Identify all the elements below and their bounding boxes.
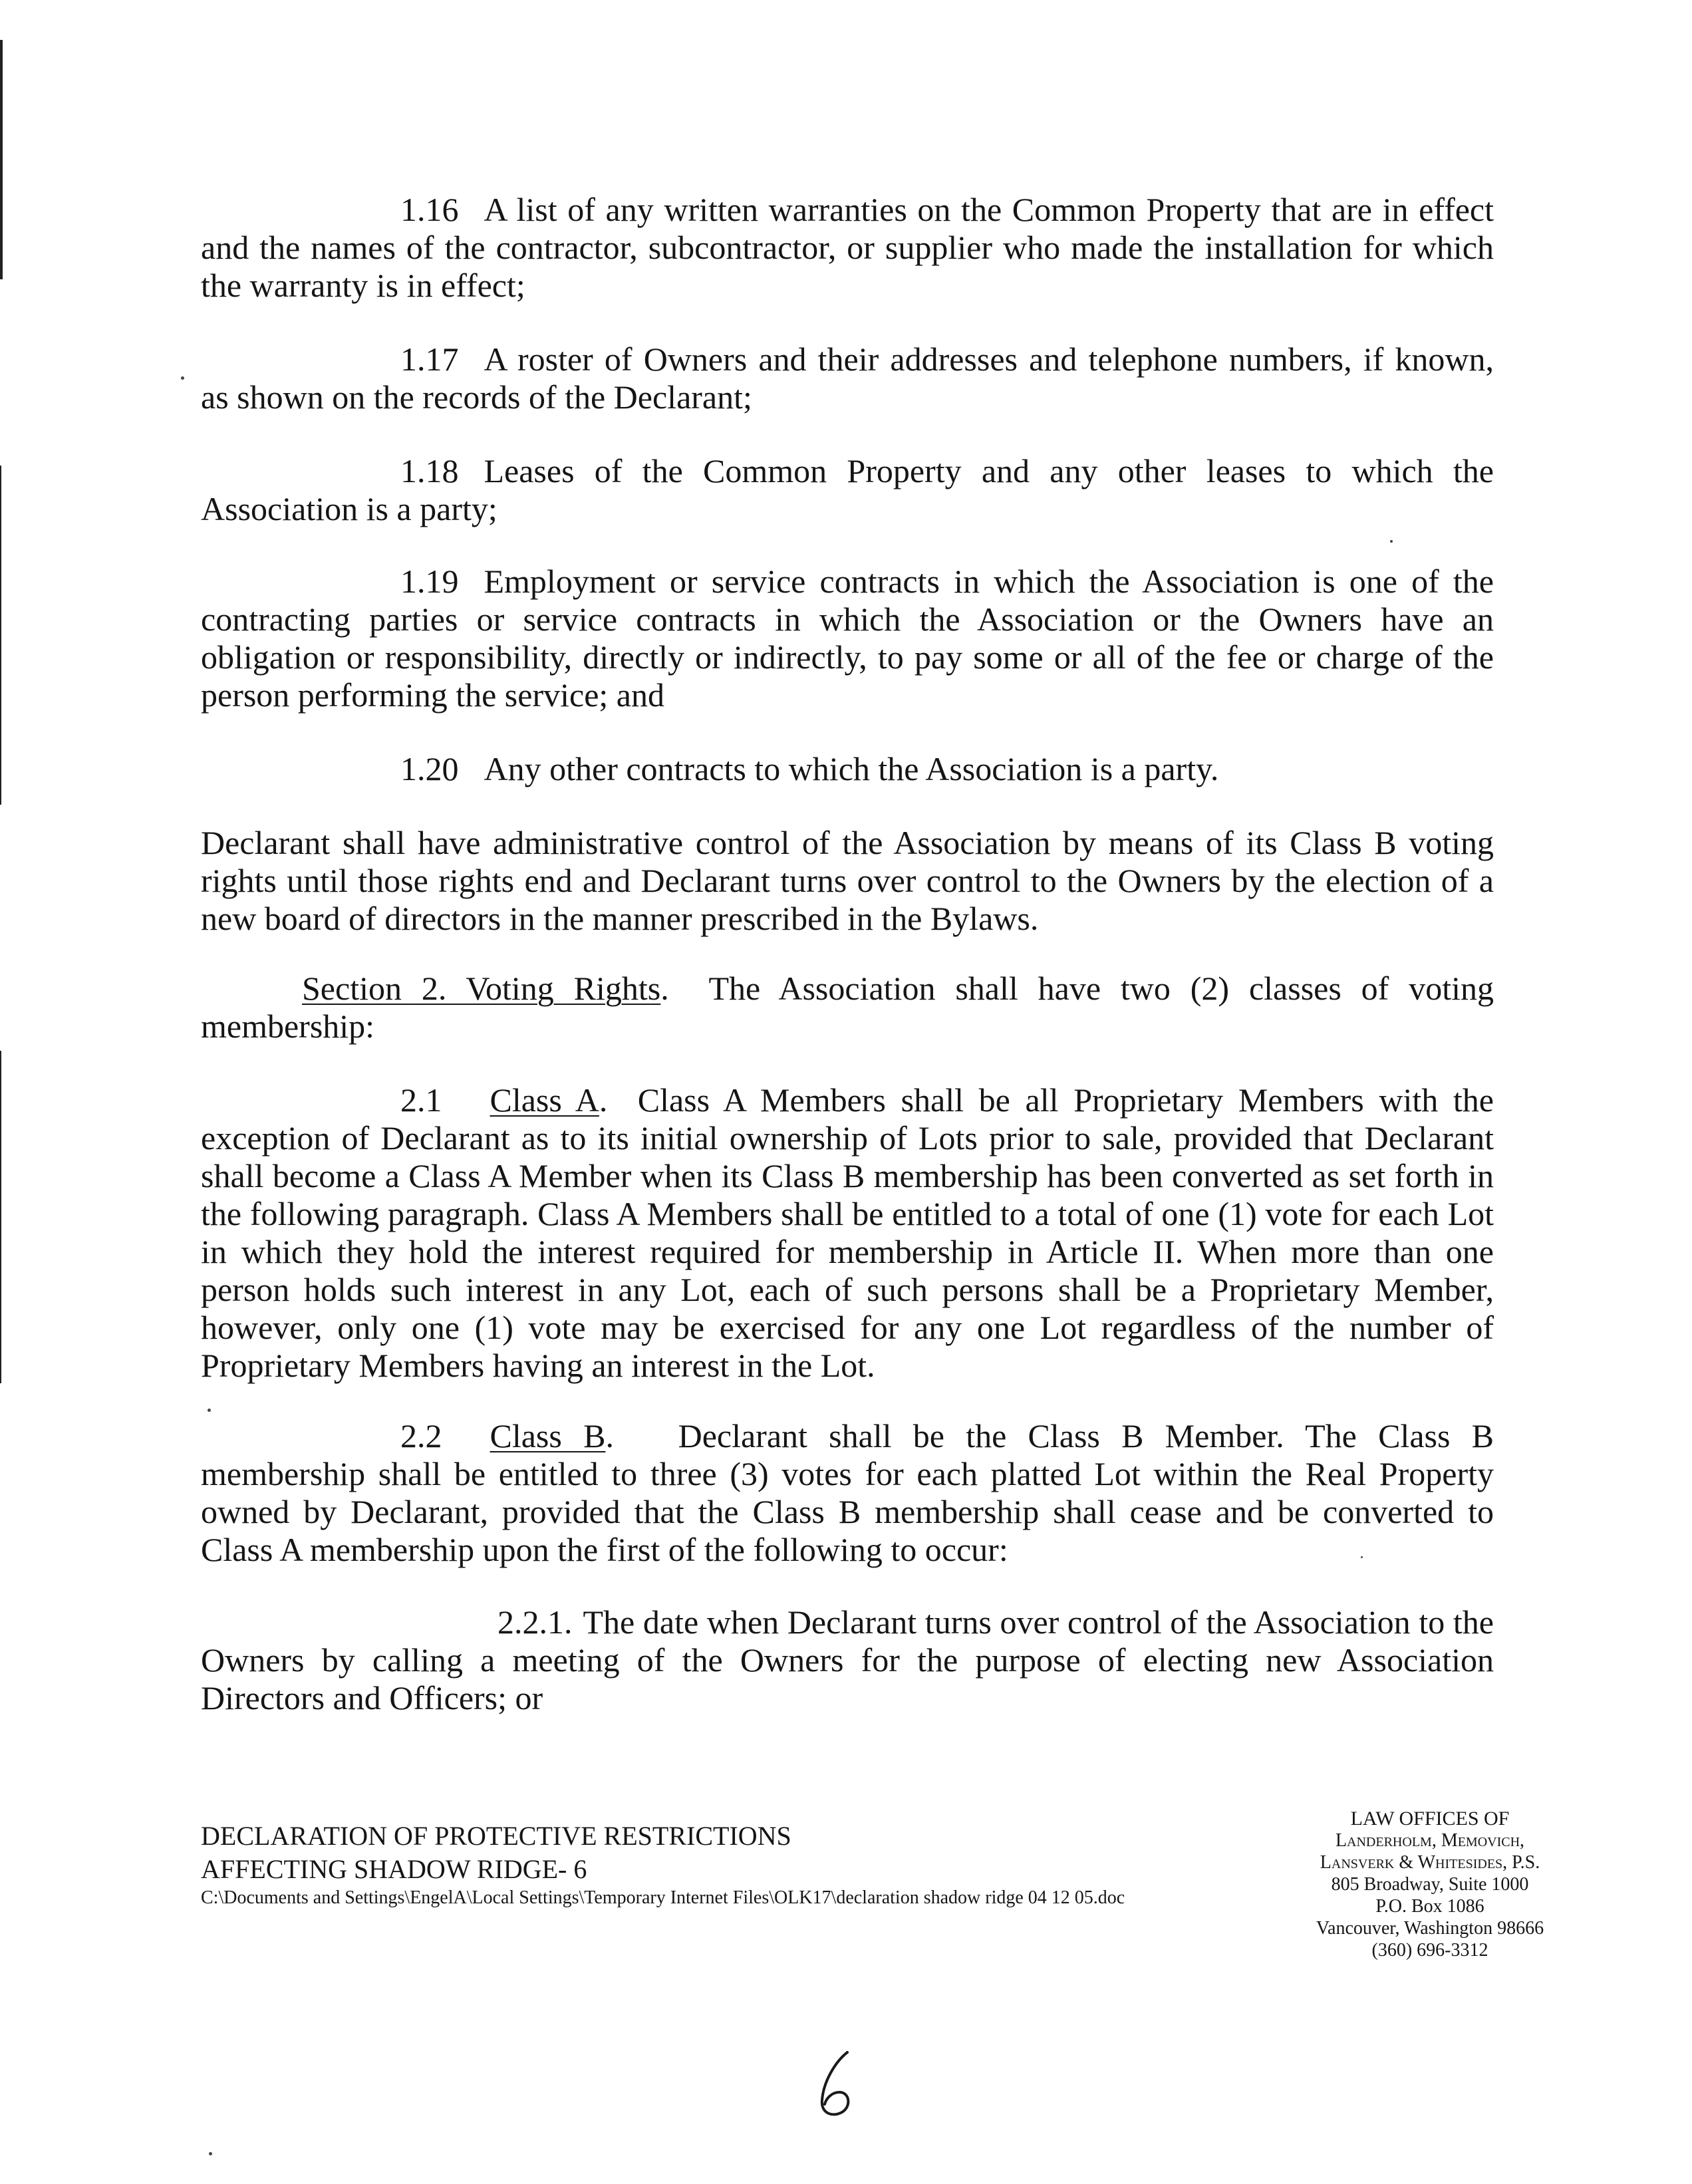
firm-address: 805 Broadway, Suite 1000: [1331, 1874, 1529, 1895]
paragraph-number: 1.16: [400, 191, 459, 228]
paragraph-text: The Association shall have two (2) classes of voting membership:: [201, 970, 1494, 1045]
paragraph-text: Class A Members shall be all Proprietary Members with the exception of Declarant as to its initial ownership of Lots prior to sale, provided that Declarant shall become a Class A Member when its Class B membership has been converted as set forth in the following paragraph. Class A Members shall be entitled to a total of one (1) vote for each Lot in which they hold the interest required for membership in Article II. When more than one person holds such interest in any Lot, each of such persons shall be a Proprietary Member, however, only one (1) vote may be exercised for any one Lot regardless of the number of Proprietary Members having an interest in the Lot.: [201, 1081, 1494, 1384]
paragraph-text: Declarant shall be the Class B Member. The Class B membership shall be entitled to three (3) votes for each platted Lot within the Real Property owned by Declarant, provided that the Class B membership shall cease and be converted to Class A membership upon the first of the following to occur:: [201, 1417, 1494, 1568]
paragraph-number: 1.18: [400, 452, 459, 489]
firm-po-box: P.O. Box 1086: [1375, 1896, 1484, 1917]
paragraph-1-19: [201, 563, 1494, 714]
paragraph-administrative-control: [201, 824, 1494, 938]
paragraph-1-18: [201, 452, 1494, 528]
scan-speck: [208, 1409, 211, 1412]
paragraph-1-17: [201, 341, 1494, 416]
firm-city: Vancouver, Washington 98666: [1316, 1918, 1544, 1939]
paragraph-number: 1.17: [400, 341, 459, 378]
footer-title-line: DECLARATION OF PROTECTIVE RESTRICTIONS: [201, 1821, 791, 1851]
section-2-voting-rights: Section 2. Voting Rights. The Association shall have two (2) classes of voting membership:: [201, 970, 1494, 1045]
firm-line: LAW OFFICES OF: [1350, 1808, 1510, 1830]
paragraph-text: Employment or service contracts in which the Association is one of the contracting parties or service contracts in which the Association or the Owners have an obligation or responsibility, directly or indirectly, to pay some or all of the fee or charge of the person performing the service; and: [201, 563, 1494, 714]
paragraph-number: 1.19: [400, 563, 459, 600]
paragraph-2-1-class-a: 2.1 Class A. Class A Members shall be all Proprietary Members with the exception of Declarant as to its initial ownership of Lots prior to sale, provided that Declarant shall become a Class A Member when its Class B membership has been converted as set forth in the following paragraph. Class A Members shall be entitled to a total of one (1) vote for each Lot in which they hold the interest required for membership in Article II. When more than one person holds such interest in any Lot, each of such persons shall be a Proprietary Member, however, only one (1) vote may be exercised for any one Lot regardless of the number of Proprietary Members having an interest in the Lot.: [201, 1081, 1494, 1384]
firm-name: Lansverk & Whitesides, P.S.: [1320, 1852, 1540, 1873]
subsection-heading: Class A: [490, 1081, 599, 1119]
scan-speck: [181, 376, 184, 380]
scan-speck: [209, 2152, 212, 2155]
paragraph-text: Any other contracts to which the Association is a party.: [484, 750, 1219, 787]
firm-phone: (360) 696-3312: [1371, 1940, 1488, 1961]
paragraph-2-2-1: [201, 1603, 1494, 1717]
handwritten-page-number: [813, 2048, 866, 2121]
paragraph-number: 2.1: [400, 1081, 442, 1119]
firm-name: Landerholm, Memovich,: [1335, 1830, 1525, 1851]
paragraph-2-2-class-b: 2.2 Class B. Declarant shall be the Class B Member. The Class B membership shall be entitled to three (3) votes for each platted Lot within the Real Property owned by Declarant, provided that the Class B membership shall cease and be converted to Class A membership upon the first of the following to occur:: [201, 1417, 1494, 1568]
paragraph-text: A roster of Owners and their addresses and telephone numbers, if known, as shown on the records of the Declarant;: [201, 341, 1494, 416]
footer-title-line: AFFECTING SHADOW RIDGE- 6: [201, 1854, 587, 1884]
scan-edge-mark: [0, 466, 1, 805]
section-heading: Section 2. Voting Rights: [302, 970, 661, 1007]
paragraph-1-20: [201, 750, 1494, 788]
paragraph-text: Declarant shall have administrative control of the Association by means of its Class B voting rights until those rights end and Declarant turns over control to the Owners by the election of a new board of directors in the manner prescribed in the Bylaws.: [201, 824, 1494, 937]
document-footer: [201, 1820, 1198, 1910]
law-firm-block: [1197, 1808, 1663, 1961]
paragraph-1-16: [201, 191, 1494, 305]
paragraph-text: The date when Declarant turns over control of the Association to the Owners by calling a meeting of the Owners for the purpose of electing new Association Directors and Officers; or: [201, 1603, 1494, 1716]
paragraph-text: Leases of the Common Property and any other leases to which the Association is a party;: [201, 452, 1494, 527]
paragraph-number: 2.2.1.: [497, 1603, 573, 1641]
scan-speck: [1390, 540, 1393, 543]
scan-edge-mark: [0, 1051, 1, 1383]
subsection-heading: Class B: [490, 1417, 606, 1454]
footer-file-path: C:\Documents and Settings\EngelA\Local Settings\Temporary Internet Files\OLK17\declaration shadow ridge 04 12 05.doc: [201, 1887, 1125, 1908]
paragraph-text: A list of any written warranties on the Common Property that are in effect and the names of the contractor, subcontractor, or supplier who made the installation for which the warranty is in effect;: [201, 191, 1494, 304]
paragraph-number: 1.20: [400, 750, 459, 787]
paragraph-number: 2.2: [400, 1417, 442, 1454]
scan-edge-mark: [0, 40, 3, 279]
